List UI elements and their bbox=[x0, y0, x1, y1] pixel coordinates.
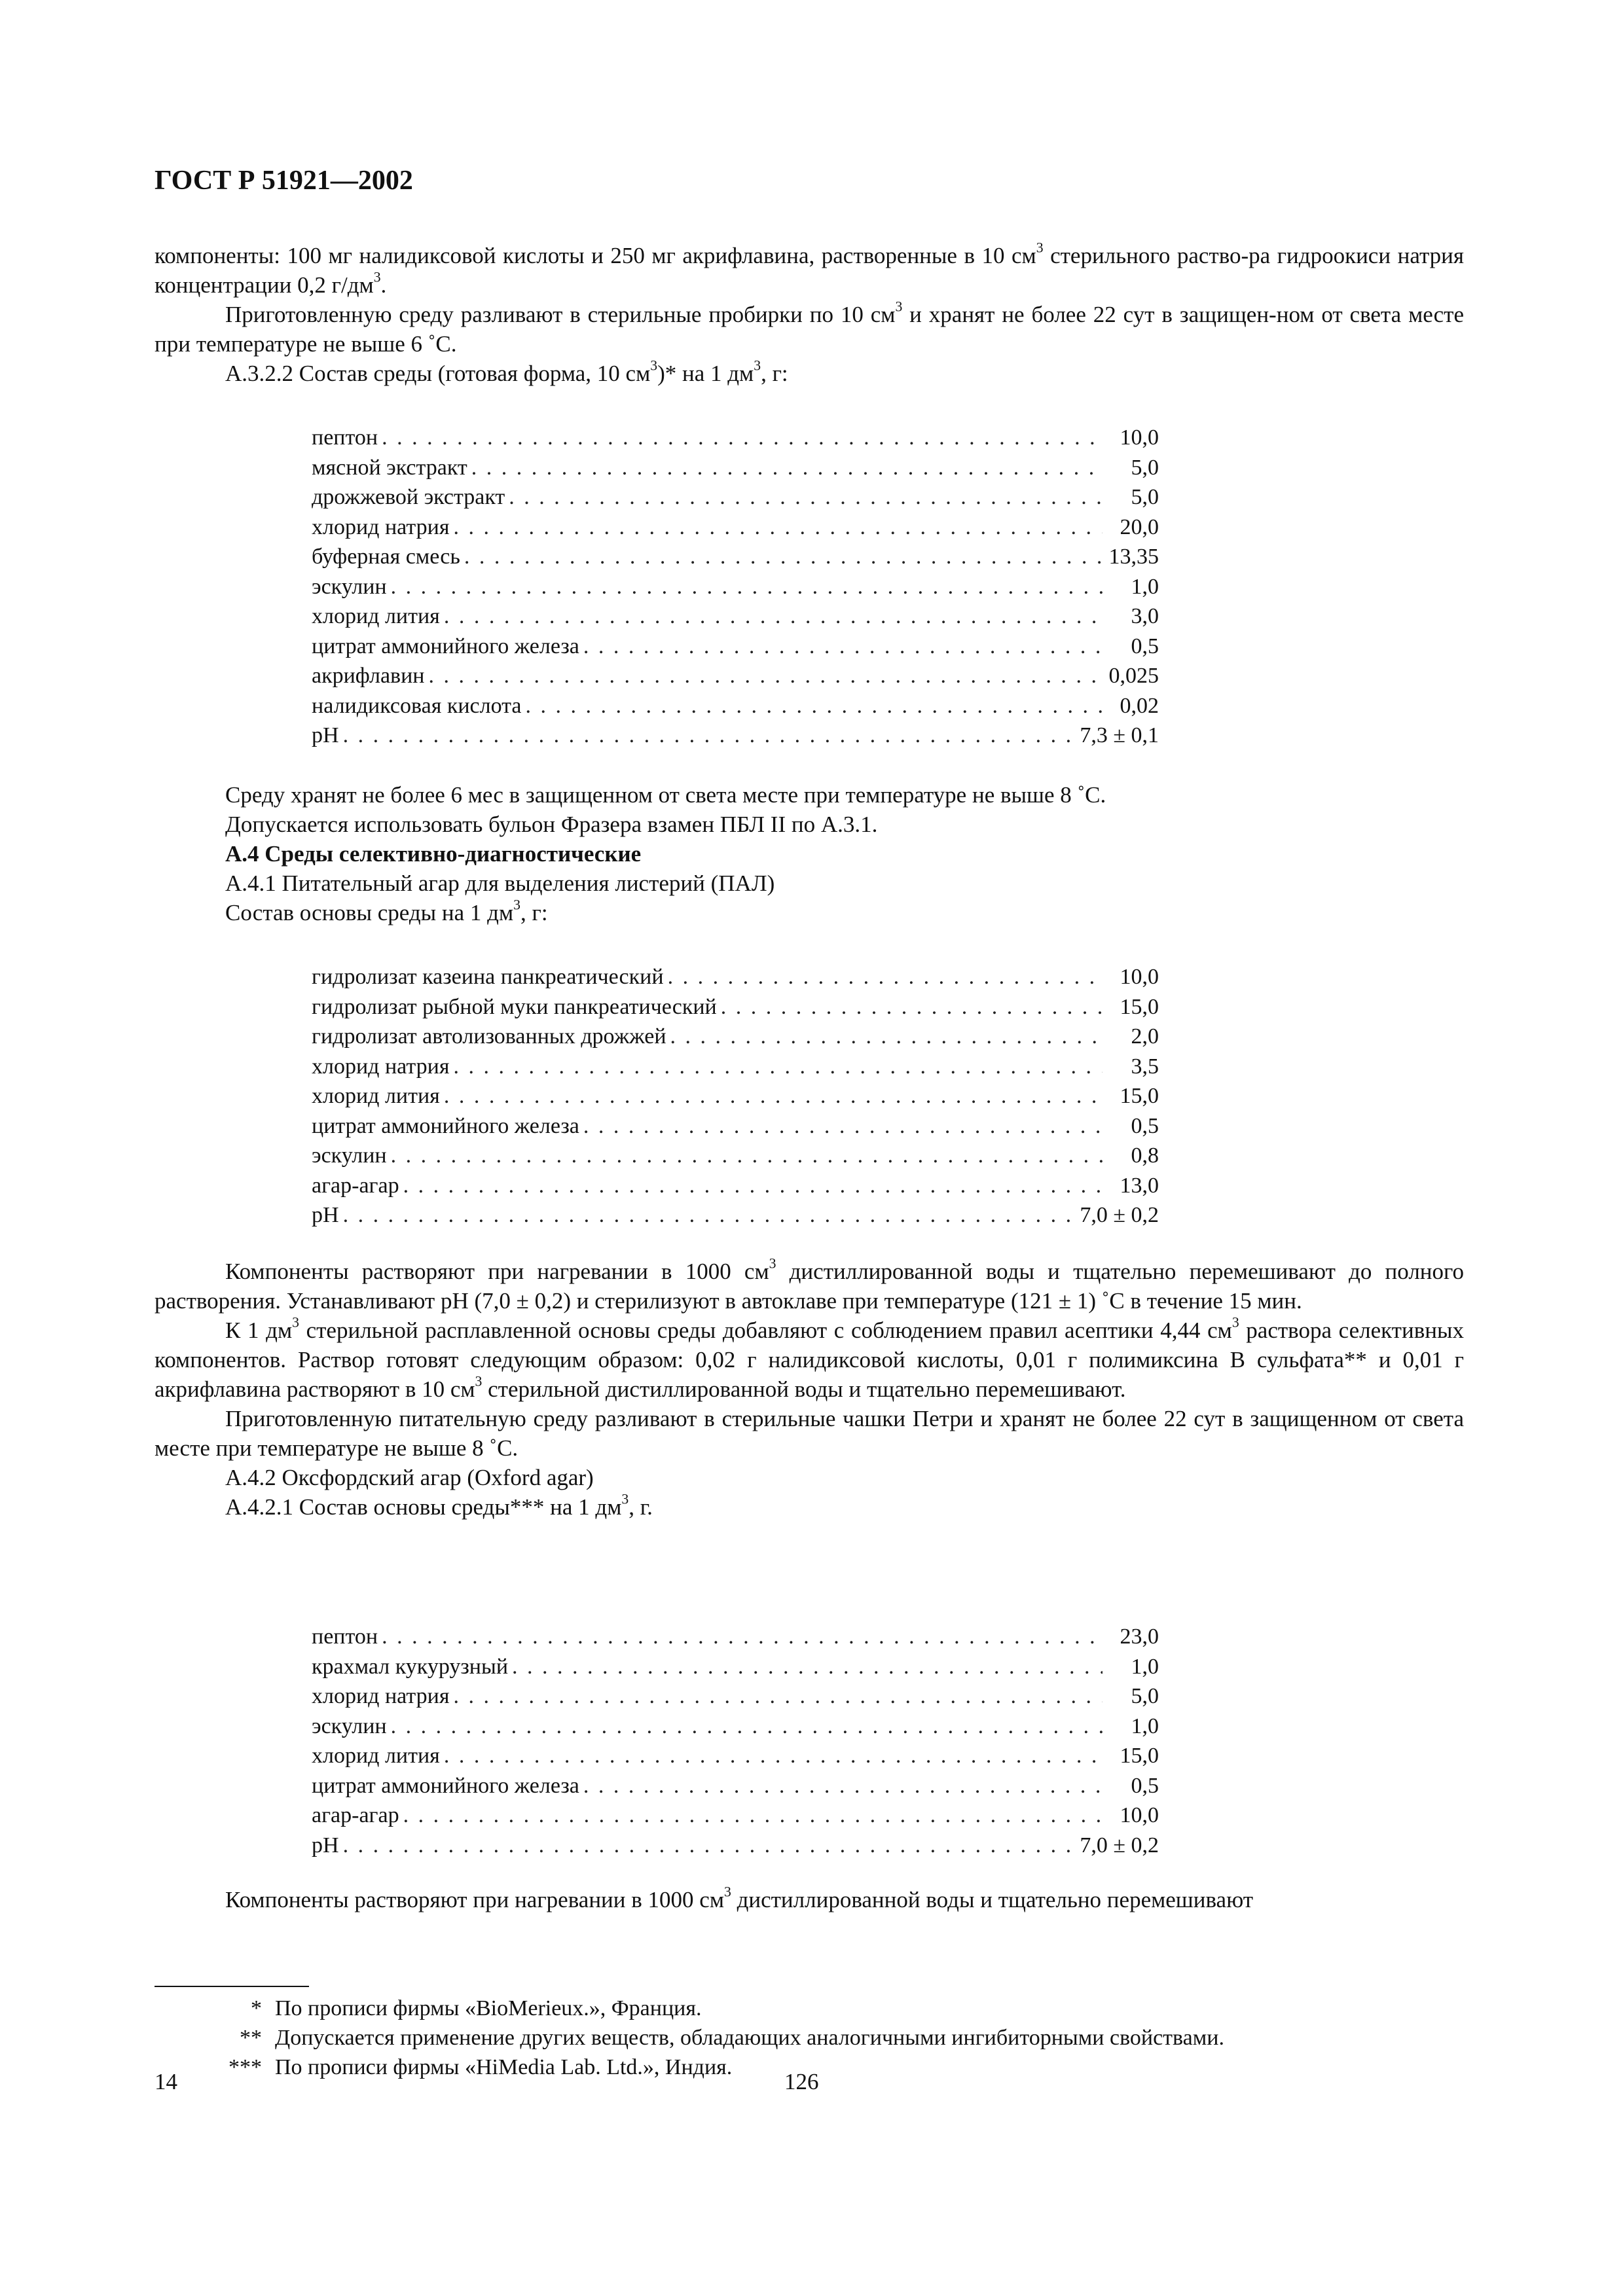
list-item: пептон . . . 23,0 bbox=[312, 1622, 1159, 1652]
list-item: хлорид лития . . . 3,0 bbox=[312, 601, 1159, 632]
list-item: цитрат аммонийного железа . . . 0,5 bbox=[312, 1111, 1159, 1141]
list-item: налидиксовая кислота . . . 0,02 bbox=[312, 691, 1159, 721]
page-number-center: 126 bbox=[784, 2069, 819, 2094]
composition-list-1 bbox=[312, 423, 1159, 751]
list-item: pH . . . 7,0 ± 0,2 bbox=[312, 1200, 1159, 1230]
footnote-divider bbox=[155, 1986, 309, 1987]
list-item: хлорид лития . . . 15,0 bbox=[312, 1741, 1159, 1771]
list-item: pH . . . 7,0 ± 0,2 bbox=[312, 1831, 1159, 1861]
text-block-4 bbox=[155, 1885, 1464, 1914]
list-item: хлорид натрия . . . 20,0 bbox=[312, 512, 1159, 543]
list-item: крахмал кукурузный . . . 1,0 bbox=[312, 1652, 1159, 1682]
paragraph: Состав основы среды на 1 $дм^3$, г: bbox=[225, 897, 548, 925]
list-item: буферная смесь . . . 13,35 bbox=[312, 542, 1159, 572]
footnote: ** Допускается применение других веществ, обладающих аналогичными ингибиторными свойствами. bbox=[240, 2026, 1224, 2050]
composition-list-3 bbox=[312, 1622, 1159, 1860]
subsection-heading: А.4.2 Оксфордский агар (Oxford agar) bbox=[225, 1465, 594, 1490]
list-item: агар-агар . . . 13,0 bbox=[312, 1171, 1159, 1201]
text-block-2 bbox=[155, 780, 1464, 927]
paragraph: Приготовленную среду разливают в стерильные пробирки по 10 $см^3$ и хранят не более 22 сут в защищен-ном от света месте при температуре не выше 6 ˚С. bbox=[155, 298, 1464, 357]
subsection-heading: А.4.1 Питательный агар для выделения листерий (ПАЛ) bbox=[225, 870, 775, 896]
text-block-3 bbox=[155, 1257, 1464, 1522]
list-item: гидролизат рыбной муки панкреатический . . . 15,0 bbox=[312, 992, 1159, 1022]
list-item: цитрат аммонийного железа . . . 0,5 bbox=[312, 1771, 1159, 1801]
list-item: хлорид натрия . . . 3,5 bbox=[312, 1052, 1159, 1082]
footnote: *** По прописи фирмы «HiMedia Lab. Ltd.», Индия. bbox=[228, 2055, 733, 2079]
paragraph: К 1 $дм^3$ стерильной расплавленной основы среды добавляют с соблюдением правил асептики 4,44 $см^3$ раствора селективных компонентов. Раствор готовят следующим образом: 0,02 г налидиксовой кислоты, 0,01 г полимиксина В сульфата** и 0,01 г акрифлавина растворяют в 10 $см^3$ стерильной дистиллированной воды и тщательно перемешивают. bbox=[155, 1314, 1464, 1402]
paragraph: А.4.2.1 Состав основы среды*** на 1 $дм^3$, г. bbox=[225, 1491, 653, 1520]
list-item: гидролизат автолизованных дрожжей . . . 2,0 bbox=[312, 1022, 1159, 1052]
paragraph: Допускается использовать бульон Фразера взамен ПБЛ II по А.3.1. bbox=[225, 812, 878, 837]
page-number-left: 14 bbox=[155, 2069, 177, 2094]
list-item: пептон . . . 10,0 bbox=[312, 423, 1159, 453]
paragraph: Приготовленную питательную среду разливают в стерильные чашки Петри и хранят не более 22 сут в защищенном от света месте при температуре не выше 8 ˚С. bbox=[155, 1406, 1464, 1461]
footnote: * По прописи фирмы «BioMerieux.», Франция. bbox=[251, 1996, 702, 2020]
section-heading: А.3.2.2 Состав среды (готовая форма, 10 $см^3)*$ на 1 $дм^3$, г: bbox=[225, 357, 788, 386]
list-item: мясной экстракт . . . 5,0 bbox=[312, 453, 1159, 483]
paragraph: Среду хранят не более 6 мес в защищенном от света месте при температуре не выше 8 ˚С. bbox=[225, 782, 1106, 808]
list-item: хлорид натрия . . . 5,0 bbox=[312, 1681, 1159, 1712]
list-item: гидролизат казеина панкреатический . . . 10,0 bbox=[312, 962, 1159, 992]
text-block-1 bbox=[155, 241, 1464, 388]
list-item: цитрат аммонийного железа . . . 0,5 bbox=[312, 632, 1159, 662]
list-item: акрифлавин . . . 0,025 bbox=[312, 661, 1159, 691]
composition-list-2 bbox=[312, 962, 1159, 1230]
paragraph: компоненты: 100 мг налидиксовой кислоты и 250 мг акрифлавина, растворенные в 10 $см^3$ стерильного раство-ра гидроокиси натрия концентрации 0,2 $г/дм^3$. bbox=[155, 240, 1465, 298]
list-item: эскулин . . . 1,0 bbox=[312, 572, 1159, 602]
list-item: pH . . . 7,3 ± 0,1 bbox=[312, 721, 1159, 751]
list-item: дрожжевой экстракт . . . 5,0 bbox=[312, 482, 1159, 512]
list-item: эскулин . . . 1,0 bbox=[312, 1712, 1159, 1742]
list-item: эскулин . . . 0,8 bbox=[312, 1141, 1159, 1171]
list-item: агар-агар . . . 10,0 bbox=[312, 1801, 1159, 1831]
section-heading: А.4 Среды селективно-диагностические bbox=[225, 841, 642, 867]
list-item: хлорид лития . . . 15,0 bbox=[312, 1081, 1159, 1111]
document-header: ГОСТ Р 51921—2002 bbox=[155, 166, 413, 196]
paragraph: Компоненты растворяют при нагревании в 1000 $см^3$ дистиллированной воды и тщательно перемешивают bbox=[225, 1884, 1254, 1912]
paragraph: Компоненты растворяют при нагревании в 1000 $см^3$ дистиллированной воды и тщательно перемешивают до полного растворения. Устанавливают pH (7,0 ± 0,2) и стерилизуют в автоклаве при температуре (121 ± 1) ˚С в течение 15 мин. bbox=[155, 1255, 1464, 1314]
